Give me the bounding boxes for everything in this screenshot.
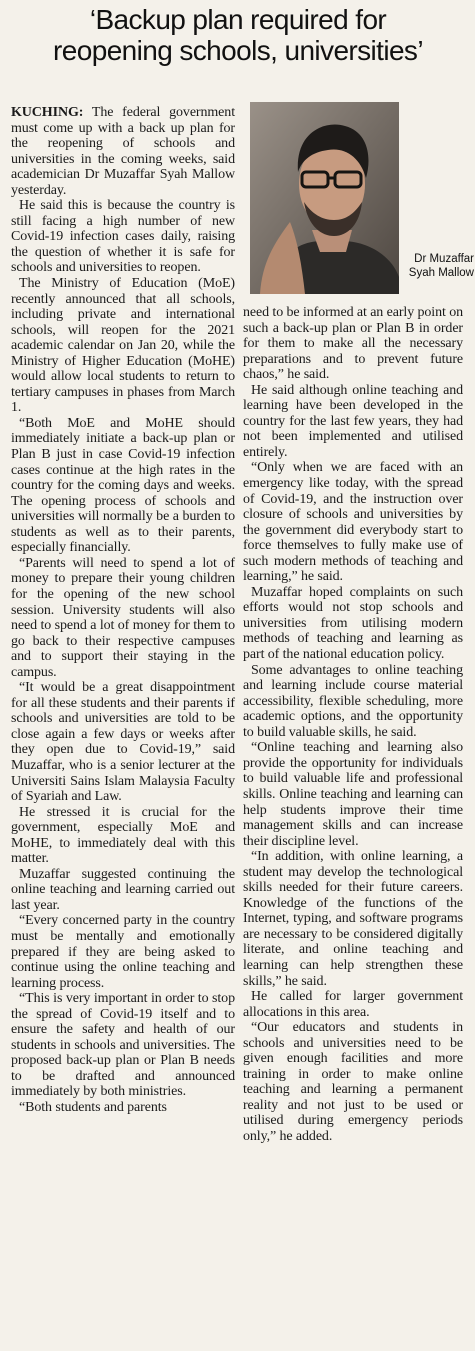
lead-paragraph <box>11 105 235 198</box>
paragraph: “Our educators and students in schools and universities need to be given enough facilities and more training in order to make online teaching and learning a permanent reality and not just to be used or utilised during emergency periods only,” he added. <box>243 1020 463 1144</box>
paragraph: He said although online teaching and learning have been developed in the country for the last few years, they had not been implemented and utilised entirely. <box>243 382 463 460</box>
paragraph: He called for larger government allocations in this area. <box>243 989 463 1020</box>
dateline: KUCHING: <box>11 105 84 120</box>
paragraph: “This is very important in order to stop the spread of Covid-19 itself and to ensure the safety and health of our students in schools and universities. The proposed back-up plan or Plan B needs to be drafted and announced immediately by both ministries. <box>11 991 235 1100</box>
paragraph: Muzaffar suggested continuing the online teaching and learning carried out last year. <box>11 866 235 913</box>
portrait-illustration <box>250 102 399 294</box>
headline <box>12 4 464 66</box>
paragraph: The Ministry of Education (MoE) recently announced that all schools, including private and international schools, will reopen for the 2021 academic calendar on Jan 20, while the Ministry of Higher Education (MoHE) would allow local students to return to tertiary campuses in phases from March 1. <box>11 276 235 416</box>
paragraph: “Both MoE and MoHE should immediately initiate a back-up plan or Plan B just in case Covid-19 infection cases continue at the high rates in the country for the coming days and weeks. The opening process of schools and universities will normally be a burden to students as well as to their parents, especially financially. <box>11 415 235 556</box>
headline-line-2: reopening schools, universities’ <box>53 35 423 66</box>
paragraph: “Both students and parents <box>19 1100 167 1115</box>
caption-line-2: Syah Mallow <box>408 267 474 279</box>
paragraph: need to be informed at an early point on such a back-up plan or Plan B in order for them to make all the necessary preparations and to prevent future chaos,” he said. <box>243 305 463 383</box>
headline-line-1: ‘Backup plan required for <box>89 4 387 35</box>
paragraph: Some advantages to online teaching and learning include course material accessibility, flexible scheduling, more academic options, and the opportunity to build valuable skills, he said. <box>243 662 463 740</box>
paragraph: “In addition, with online learning, a student may develop the technological skills needed for their future careers. Knowledge of the functions of the Internet, typing, and software programs are necessary to be considered digitally literate, and online teaching and learning can help strengthen these skills,” he said. <box>243 849 463 989</box>
paragraph: “Parents will need to spend a lot of money to prepare their young children for the opening of the new school session. University students will also need to spend a lot of money for them to go back to their respective campuses and to support their staying in the campus. <box>11 555 235 680</box>
lead-text: The federal government must come up with a back up plan for the reopening of schools and universities in the coming weeks, said academician Dr Muzaffar Syah Mallow yesterday. <box>11 105 235 198</box>
paragraph: Muzaffar hoped complaints on such efforts would not stop schools and universities from utilising modern methods of teaching and learning as part of the national education policy. <box>243 584 463 663</box>
paragraph: “Every concerned party in the country must be mentally and emotionally prepared if they are being asked to continue using the online teaching and learning process. <box>11 913 235 991</box>
article-column-1 <box>11 105 235 1116</box>
paragraph: “It would be a great disappointment for all these students and their parents if schools and universities are told to be close again a few days or weeks after they open due to Covid-19,” said Muzaffar, who is a senior lecturer at the Universiti Sains Islam Malaysia Faculty of Syariah and Law. <box>11 680 235 805</box>
caption-line-1: Dr Muzaffar <box>414 253 474 265</box>
paragraph: “Online teaching and learning also provide the opportunity for individuals to build valuable life and professional skills. Online teaching and learning can help students improve their time management skills and can increase their discipline level. <box>243 740 463 849</box>
article-column-2 <box>243 305 463 1145</box>
paragraph: He stressed it is crucial for the government, especially MoE and MoHE, to immediately deal with this matter. <box>11 804 235 867</box>
paragraph: He said this is because the country is still facing a high number of new Covid-19 infection cases daily, raising the question of whether it is safe for schools and universities to reopen. <box>11 198 235 276</box>
paragraph: “Only when we are faced with an emergency like today, with the spread of Covid-19, and the instruction over closure of schools and universities by the government did everybody start to force themselves to fully make use of such modern methods of teaching and learning,” he said. <box>243 460 463 585</box>
portrait-photo <box>250 102 399 294</box>
photo-caption <box>398 252 474 280</box>
